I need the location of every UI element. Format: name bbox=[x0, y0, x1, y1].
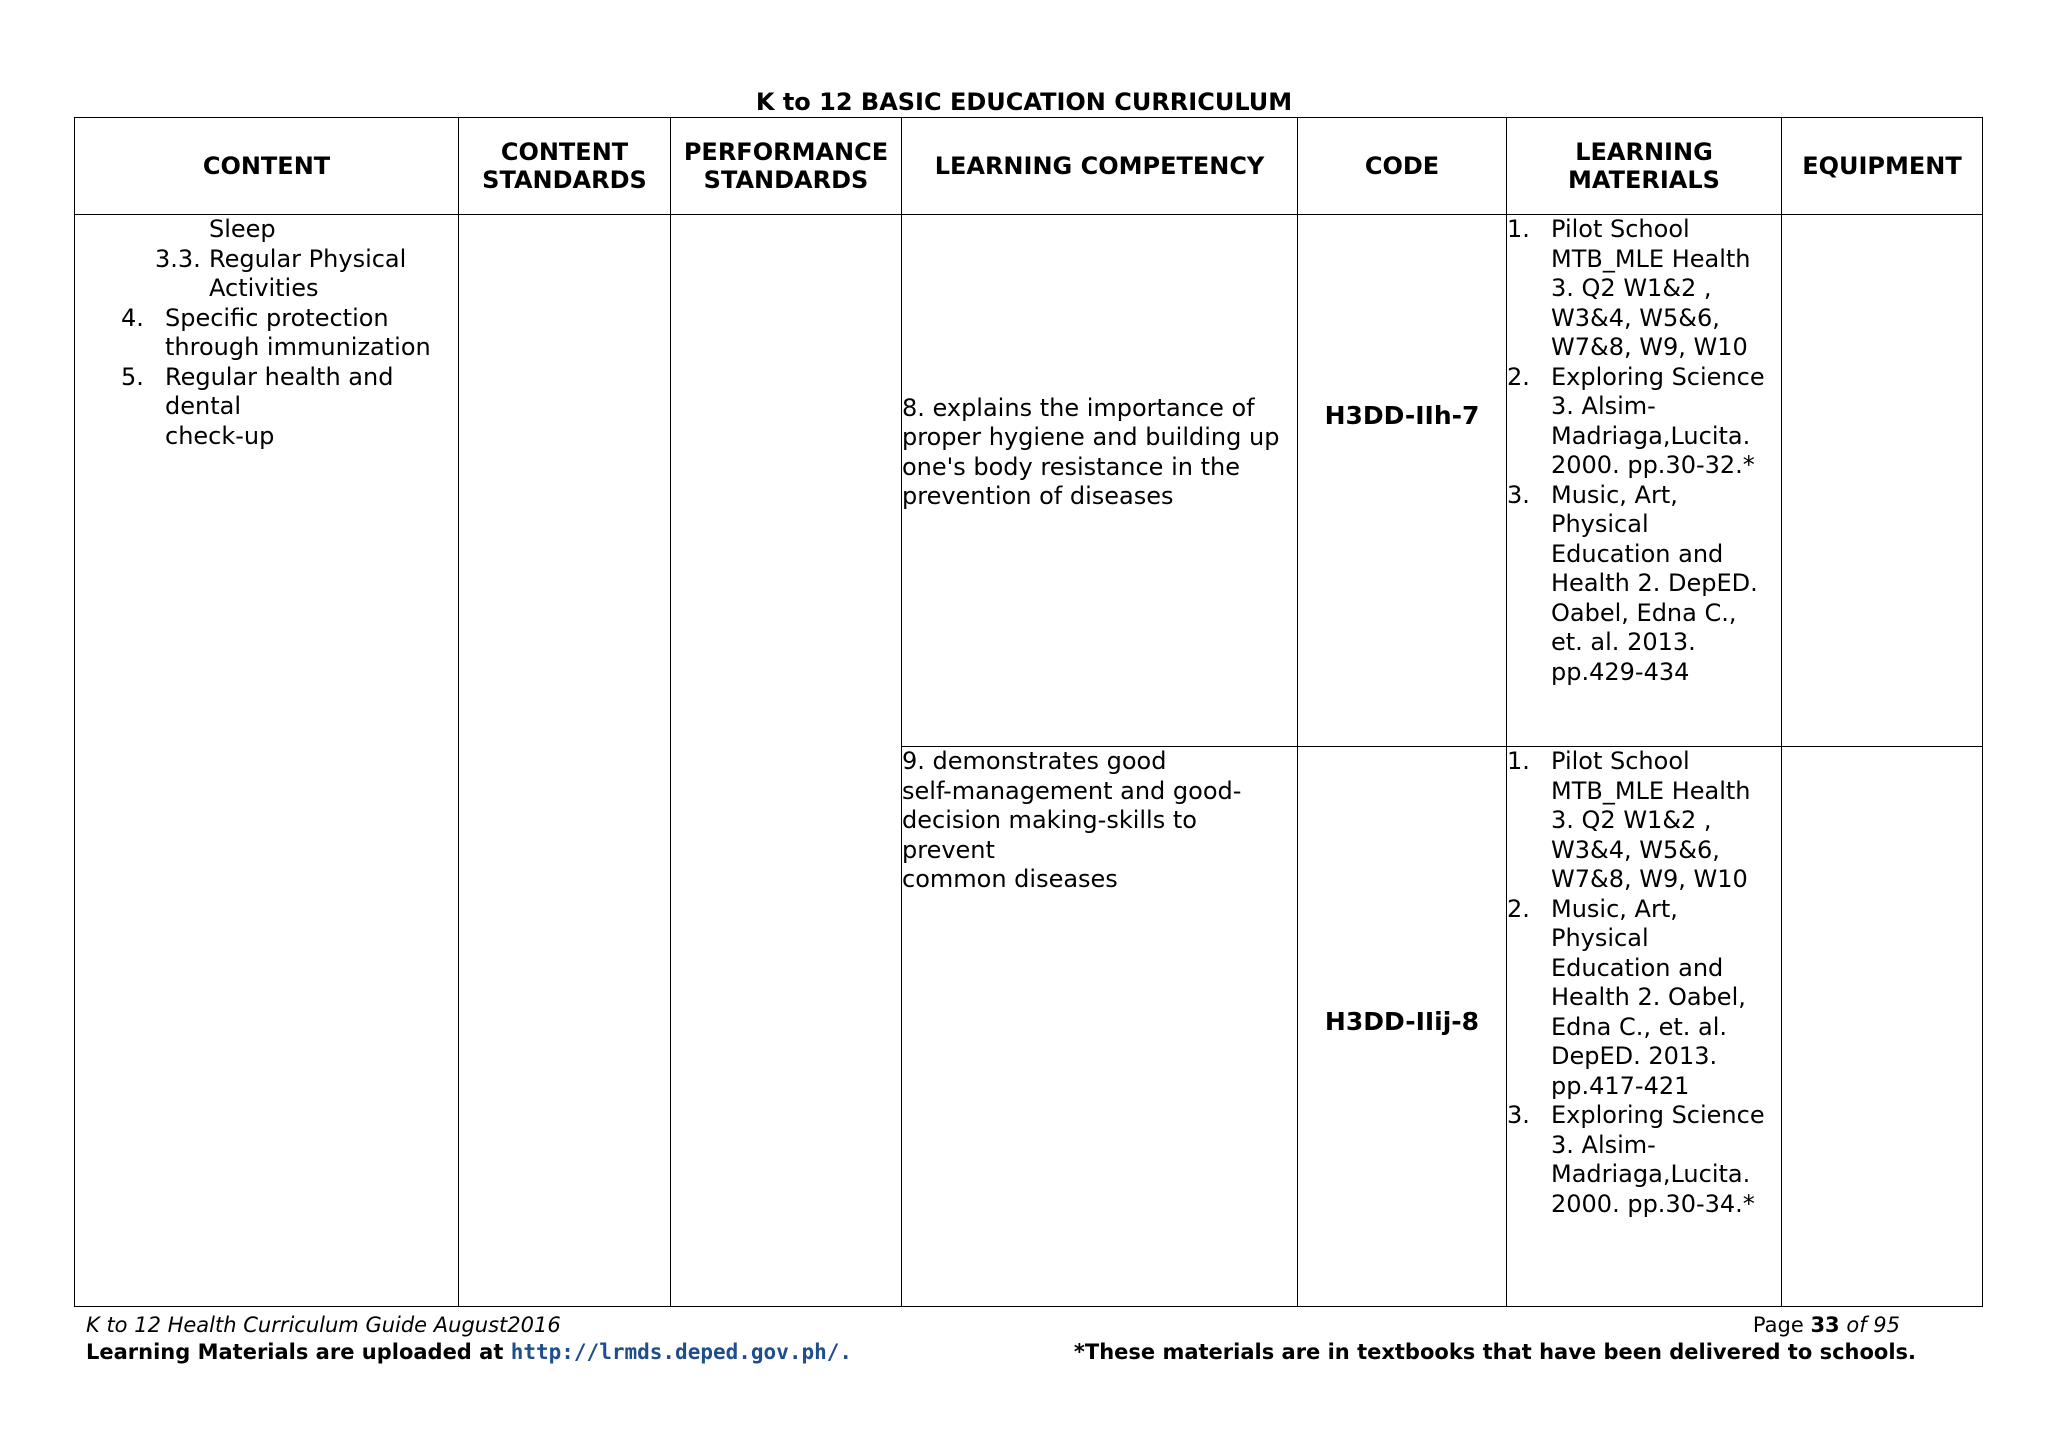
list-item: Activities bbox=[209, 274, 319, 302]
header-performance-standards: PERFORMANCE STANDARDS bbox=[671, 118, 902, 215]
header-equipment: EQUIPMENT bbox=[1782, 118, 1983, 215]
table-row bbox=[75, 215, 1983, 747]
learning-materials-cell bbox=[1507, 747, 1782, 1307]
list-item: 5. Regular health and dental check-up bbox=[121, 362, 394, 450]
header-row bbox=[75, 118, 1983, 215]
list-item: 2. Music, Art, Physical Education and Health 2. Oabel, Edna C., et. al. DepED. 2013. pp.417-421 bbox=[1507, 894, 1746, 1100]
learning-competency-cell: 8. explains the importance of proper hygiene and building up one's body resistance in the prevention of diseases bbox=[902, 215, 1298, 747]
materials-list bbox=[1507, 747, 1781, 1219]
header-content: CONTENT bbox=[75, 118, 459, 215]
list-item: 3. Exploring Science 3. Alsim- Madriaga,Lucita. 2000. pp.30-34.* bbox=[1507, 1101, 1765, 1218]
list-item: 3. Music, Art, Physical Education and Health 2. DepED. Oabel, Edna C., et. al. 2013. pp.429-434 bbox=[1507, 480, 1758, 686]
content-standards-cell bbox=[459, 215, 671, 1307]
content-cell bbox=[75, 215, 459, 1307]
header-content-standards: CONTENT STANDARDS bbox=[459, 118, 671, 215]
list-item: 1. Pilot School MTB_MLE Health 3. Q2 W1&2 , W3&4, W5&6, W7&8, W9, W10 bbox=[1507, 747, 1751, 893]
header-code: CODE bbox=[1298, 118, 1507, 215]
lrmds-link[interactable]: http://lrmds.deped.gov.ph/. bbox=[510, 1340, 853, 1364]
list-item: 3.3. Regular Physical bbox=[155, 244, 407, 273]
equipment-cell bbox=[1782, 747, 1983, 1307]
materials-list bbox=[1507, 215, 1781, 687]
list-item: 2. Exploring Science 3. Alsim- Madriaga,Lucita. 2000. pp.30-32.* bbox=[1507, 362, 1765, 479]
content-list bbox=[75, 215, 458, 451]
document-title: K to 12 BASIC EDUCATION CURRICULUM bbox=[755, 88, 1293, 116]
equipment-cell bbox=[1782, 215, 1983, 747]
performance-standards-cell bbox=[671, 215, 902, 1307]
list-item: Sleep bbox=[209, 215, 276, 243]
code-cell: H3DD-IIh-7 bbox=[1298, 215, 1507, 747]
learning-materials-cell bbox=[1507, 215, 1782, 747]
list-item: 4. Specific protection through immunization bbox=[121, 303, 431, 361]
page-number: Page 33 of 95 bbox=[1752, 1313, 1900, 1337]
code-cell: H3DD-IIij-8 bbox=[1298, 747, 1507, 1307]
list-item: 1. Pilot School MTB_MLE Health 3. Q2 W1&2 , W3&4, W5&6, W7&8, W9, W10 bbox=[1507, 215, 1751, 361]
header-learning-competency: LEARNING COMPETENCY bbox=[902, 118, 1298, 215]
footer-uploaded: Learning Materials are uploaded at http://lrmds.deped.gov.ph/. bbox=[86, 1340, 853, 1364]
footer-guide: K to 12 Health Curriculum Guide August2016 bbox=[86, 1313, 561, 1337]
footer-note: *These materials are in textbooks that have been delivered to schools. bbox=[1073, 1340, 1916, 1364]
curriculum-table bbox=[74, 117, 1983, 1307]
header-learning-materials: LEARNING MATERIALS bbox=[1507, 118, 1782, 215]
learning-competency-cell: 9. demonstrates good self-management and good- decision making-skills to prevent common diseases bbox=[902, 747, 1298, 1307]
